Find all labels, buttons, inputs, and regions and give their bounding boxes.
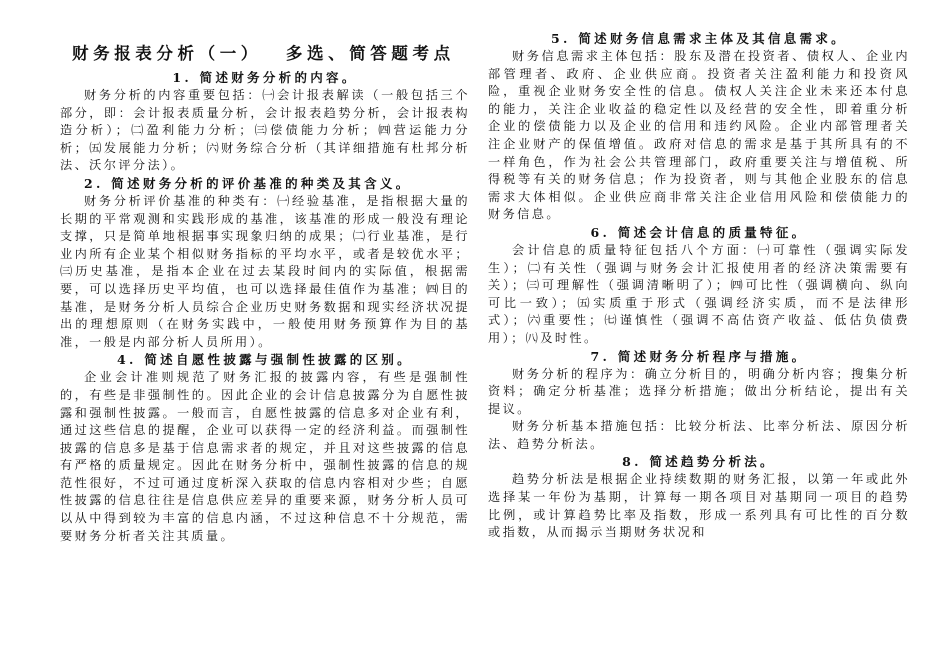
question-7-body: 财务分析的程序为：确立分析目的，明确分析内容；搜集分析资料；确定分析基准；选择分析措施；做出分析结论，提出有关提议。 [488,366,910,416]
question-2-body: 财务分析评价基准的种类有：㈠经验基准，是指根据大量的长期的平常观测和实践形成的基准，该基准的形成一般没有理论支撑，只是简单地根据事实现象归纳的成果；㈡行业基准，是行业内所有企业某个相似财务指标的平均水平，或者是较优水平；㈢历史基准，是指本企业在过去某段时间内的实际值，根据需要，可以选择历史平均值，也可以选择最佳值作为基准；㈣目的基准，是财务分析人员综合企业历史财务数据和现实经济状况提出的理想原则（在财务实践中，一般使用财务预算作为目的基准，一般是内部分析人员所用）。 [60,193,470,349]
question-4-body: 企业会计准则规范了财务汇报的披露内容，有些是强制性的，有些是非强制性的。因此企业的会计信息披露分为自愿性披露和强制性披露。一般而言，自愿性披露的信息多对企业有利，通过这些信息的提醒，企业可以获得一定的经济利益。而强制性披露的信息多是基于信息需求者的规定，并且对这些披露的信息有严格的质量规定。因此在财务分析中，强制性披露的信息的规范性很好，不过可通过度析深入获取的信息内容相对少些；自愿性披露的信息往往是信息供应差异的重要来源，财务分析人员可以从中得到较为丰富的信息内涵，不过这种信息不十分规范，需要财务分析者关注其质量。 [60,370,470,543]
question-6-heading: 6. 简述会计信息的质量特征。 [590,224,808,240]
question-7-heading: 7. 简述财务分析程序与措施。 [590,348,808,364]
question-1-body: 财务分析的内容重要包括：㈠会计报表解读（一般包括三个部分，即：会计报表质量分析，会计报表趋势分析，会计报表构造分析）；㈡盈利能力分析；㈢偿债能力分析；㈣营运能力分析；㈤发展能力分析；㈥财务综合分析（其详细措施有杜邦分析法、沃尔评分法）。 [60,88,470,173]
question-2-heading: 2. 简述财务分析的评价基准的种类及其含义。 [84,175,412,191]
question-5-heading: 5. 简述财务信息需求主体及其信息需求。 [551,31,847,46]
right-column [488,30,910,542]
left-column [60,40,470,545]
title-part-1: 财务报表分析（一） [72,44,262,63]
question-8-heading: 8. 简述趋势分析法。 [622,454,776,470]
question-1-heading: 1. 简述财务分析的内容。 [172,70,358,85]
question-6-body: 会计信息的质量特征包括八个方面：㈠可靠性（强调实际发生）；㈡有关性（强调与财务会计汇报使用者的经济决策需要有关）；㈢可理解性（强调清晰明了）；㈣可比性（强调横向、纵向可比一致）；㈤实质重于形式（强调经济实质，而不是法律形式）；㈥重要性；㈦谨慎性（强调不高估资产收益、低估负债费用）；㈧及时性。 [488,242,910,345]
title-part-2: 多选、简答题考点 [285,44,455,63]
question-8-body: 趋势分析法是根据企业持续数期的财务汇报，以第一年或此外选择某一年份为基期，计算每一期各项目对基期同一项目的趋势比例，或计算趋势比率及指数，形成一系列具有可比性的百分数或指数，从而揭示当期财务状况和 [488,472,910,540]
question-5-body: 财务信息需求主体包括：股东及潜在投资者、债权人、企业内部管理者、政府、企业供应商。投资者关注盈利能力和投资风险，重视企业财务安全性的信息。债权人关注企业未来还本付息的能力，关注企业收益的稳定性以及经营的安全性，即着重分析企业的偿债能力以及企业的信用和违约风险。企业内部管理者关注企业财产的保值增值。政府对信息的需求是基于其所具有的不一样角色，作为社会公共管理部门，政府重要关注与增值税、所得税等有关的财务信息；作为投资者，则与其他企业股东的信息需求大体相似。企业供应商非常关注企业信用风险和偿债能力的财务信息。 [488,49,910,222]
question-4-heading: 4. 简述自愿性披露与强制性披露的区别。 [117,352,413,368]
document-title [72,40,470,64]
question-7-body-2: 财务分析基本措施包括：比较分析法、比率分析法、原因分析法、趋势分析法。 [488,419,910,451]
